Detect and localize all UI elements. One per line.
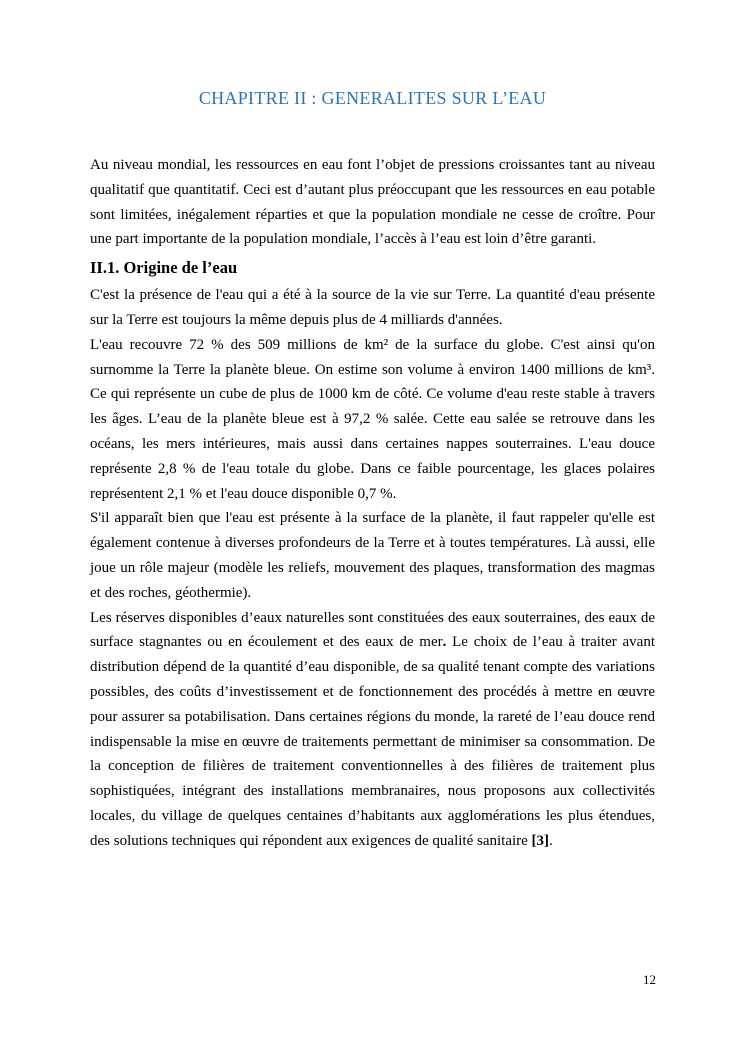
- paragraph: [90, 506, 655, 605]
- paragraph: [90, 606, 655, 854]
- text-run: C'est la présence de l'eau qui a été à la source de la vie sur Terre. La quantité d'eau présente sur la Terre est toujours la même depuis plus de 4 milliards d'années.: [90, 287, 655, 328]
- section-heading: [90, 255, 655, 281]
- paragraph: [90, 153, 655, 252]
- text-run: Au niveau mondial, les ressources en eau font l’objet de pressions croissantes tant au niveau qualitatif que quantitatif. Ceci est d’autant plus préoccupant que les ressources en eau potable sont limitées, inégalement réparties et que la population mondiale ne cesse de croître. Pour une part importante de la population mondiale, l’accès à l’eau est loin d’être garanti.: [90, 157, 655, 248]
- text-run: Le choix de l’eau à traiter avant distribution dépend de la quantité d’eau disponible, de sa qualité tenant compte des variations possibles, des coûts d’investissement et de fonctionnement des procédés à mettre en œuvre pour assurer sa potabilisation. Dans certaines régions du monde, la rareté de l’eau douce rend indispensable la mise en œuvre de traitements permettant de minimiser sa consommation. De la conception de filières de traitement conventionnelles à des filières de traitement plus sophistiquées, intégrant des installations membranaires, nous proposons aux collectivités locales, du village de quelques centaines d’habitants aux agglomérations les plus étendues, des solutions techniques qui répondent aux exigences de qualité sanitaire: [90, 634, 655, 849]
- page-number: 12: [643, 972, 656, 987]
- paragraph: [90, 333, 655, 507]
- bold-text-run: [3]: [531, 832, 550, 849]
- chapter-title: CHAPITRE II : GENERALITES SUR L’EAU: [198, 88, 547, 108]
- text-run: Les réserves disponibles d’eaux naturelles sont constituées des eaux souterraines, des eaux de surface stagnantes ou en écoulement et des eaux de mer: [90, 609, 655, 651]
- document-body: [90, 153, 655, 854]
- text-run: S'il apparaît bien que l'eau est présente à la surface de la planète, il faut rappeler qu'elle est également contenue à diverses profondeurs de la Terre et à toutes températures. Là aussi, elle joue un rôle majeur (modèle les reliefs, mouvement des plaques, transformation des magmas et des roches, géothermie).: [90, 510, 655, 601]
- text-run: L'eau recouvre 72 % des 509 millions de km² de la surface du globe. C'est ainsi qu'on surnomme la Terre la planète bleue. On estime son volume à environ 1400 millions de km³. Ce qui représente un cube de plus de 1000 km de côté. Ce volume d'eau reste stable à travers les âges. L’eau de la planète bleue est à 97,2 % salée. Cette eau salée se retrouve dans les océans, les mers intérieures, mais aussi dans certaines nappes souterraines. L'eau douce représente 2,8 % de l'eau totale du globe. Dans ce faible pourcentage, les glaces polaires représentent 2,1 % et l'eau douce disponible 0,7 %.: [90, 336, 655, 502]
- bold-text-run: .: [442, 634, 447, 651]
- paragraph: [90, 283, 655, 333]
- text-run: II.1. Origine de l’eau: [90, 258, 238, 278]
- text-run: .: [549, 832, 553, 849]
